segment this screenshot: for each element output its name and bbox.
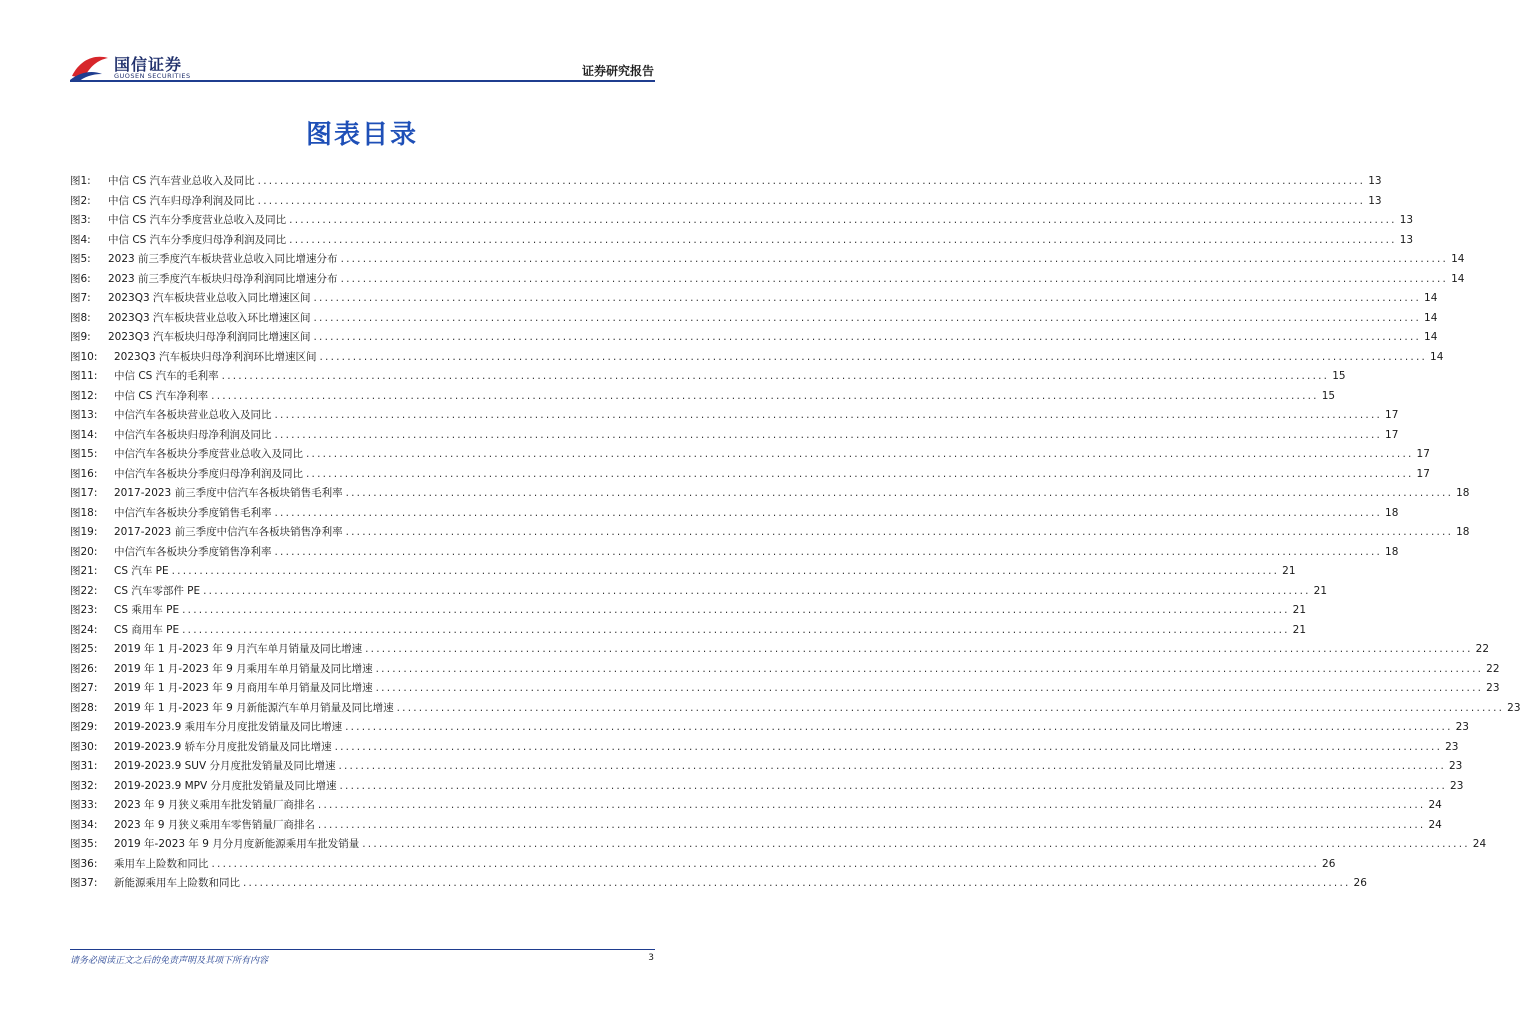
toc-entry-label: 图12: (70, 389, 98, 402)
toc-entry-title: 2023Q3 汽车板块归母净利润同比增速区间 (108, 331, 311, 343)
toc-dot-leader: ........................................................................................................................................................................................................ (396, 701, 1505, 714)
footer-disclaimer: 请务必阅读正文之后的免责声明及其项下所有内容 (70, 956, 269, 966)
toc-entry-title: 2019-2023.9 乘用车分月度批发销量及同比增速 (114, 721, 343, 733)
toc-dot-leader: ........................................................................................................................................................................................................ (257, 194, 1366, 207)
toc-entry-page: 17 (1416, 448, 1430, 460)
toc-entry-title: CS 汽车零部件 PE (114, 584, 201, 597)
toc-entry[interactable] (70, 738, 1459, 758)
toc-dot-leader: ........................................................................................................................................................................................................ (274, 409, 1383, 421)
toc-entry-label: 图21: (70, 565, 98, 577)
footer-page-number: 3 (648, 953, 654, 963)
toc-entry[interactable] (70, 718, 1469, 738)
toc-entry[interactable] (70, 582, 1328, 602)
toc-dot-leader: ........................................................................................................................................................................................................ (306, 467, 1414, 480)
toc-entry[interactable] (70, 660, 1500, 680)
toc-dot-leader: ........................................................................................................................................................................................................ (313, 292, 1422, 304)
toc-dot-leader: ........................................................................................................................................................................................................ (182, 623, 1290, 636)
toc-dot-leader: ........................................................................................................................................................................................................ (289, 214, 1397, 226)
toc-entry-label: 图18: (70, 506, 98, 519)
toc-dot-leader: ........................................................................................................................................................................................................ (243, 877, 1351, 889)
toc-entry[interactable] (70, 835, 1487, 855)
logo-english-name: GUOSEN SECURITIES (114, 72, 191, 80)
toc-entry-label: 图24: (70, 623, 98, 636)
toc-entry[interactable] (70, 601, 1307, 621)
toc-dot-leader: ........................................................................................................................................................................................................ (182, 604, 1290, 616)
toc-entry-label: 图7: (70, 292, 91, 304)
toc-entry-page: 15 (1332, 370, 1346, 382)
toc-entry-page: 22 (1475, 643, 1490, 655)
toc-entry-title: 中信 CS 汽车营业总收入及同比 (108, 175, 255, 187)
toc-dot-leader: ........................................................................................................................................................................................................ (289, 233, 1397, 246)
toc-entry-label: 图31: (70, 760, 98, 772)
toc-entry-page: 26 (1322, 857, 1336, 870)
toc-entry[interactable] (70, 211, 1414, 231)
toc-entry[interactable] (70, 192, 1382, 212)
toc-entry[interactable] (70, 426, 1399, 446)
toc-entry-label: 图6: (70, 272, 91, 285)
toc-entry-page: 21 (1292, 604, 1307, 616)
toc-title: 图表目录 (305, 120, 418, 150)
toc-entry-title: 新能源乘用车上险数和同比 (114, 877, 240, 889)
toc-entry-page: 14 (1424, 292, 1438, 304)
toc-entry-title: 中信 CS 汽车归母净利润及同比 (108, 194, 255, 207)
toc-dot-leader: ........................................................................................................................................................................................................ (317, 818, 1426, 831)
toc-entry-title: 乘用车上险数和同比 (114, 857, 209, 870)
toc-entry-title: 2017-2023 前三季度中信汽车各板块销售净利率 (114, 526, 343, 538)
toc-entry-label: 图34: (70, 818, 98, 831)
toc-entry-title: CS 商用车 PE (114, 623, 180, 636)
toc-entry-title: 2023Q3 汽车板块营业总收入环比增速区间 (108, 311, 311, 324)
toc-entry[interactable] (70, 523, 1470, 543)
toc-entry-title: 2019 年 1 月-2023 年 9 月商用车单月销量及同比增速 (114, 682, 373, 694)
toc-dot-leader: ........................................................................................................................................................................................................ (211, 857, 1320, 870)
toc-entry-title: 中信汽车各板块归母净利润及同比 (114, 428, 272, 441)
toc-entry[interactable] (70, 640, 1490, 660)
toc-entry-title: 2023 年 9 月狭义乘用车批发销量厂商排名 (114, 799, 315, 811)
toc-entry-title: 中信 CS 汽车净利率 (114, 389, 209, 402)
toc-dot-leader: ........................................................................................................................................................................................................ (334, 740, 1443, 753)
toc-entry[interactable] (70, 543, 1399, 563)
page-header (0, 0, 724, 90)
toc-dot-leader: ........................................................................................................................................................................................................ (345, 526, 1454, 538)
logo-chinese-name: 国信证券 (114, 55, 183, 74)
toc-entry-label: 图17: (70, 487, 98, 499)
toc-entry-label: 图3: (70, 214, 91, 226)
toc-entry-page: 18 (1456, 487, 1470, 499)
toc-dot-leader: ........................................................................................................................................................................................................ (171, 565, 1280, 577)
toc-entry-label: 图35: (70, 838, 98, 850)
toc-dot-leader: ........................................................................................................................................................................................................ (345, 721, 1453, 733)
toc-entry-page: 14 (1424, 331, 1438, 343)
toc-entry-label: 图26: (70, 662, 98, 675)
toc-dot-leader: ........................................................................................................................................................................................................ (317, 799, 1426, 811)
toc-entry-page: 13 (1399, 233, 1414, 246)
toc-dot-leader: ........................................................................................................................................................................................................ (313, 311, 1422, 324)
toc-entry-title: 中信汽车各板块分季度销售毛利率 (114, 506, 272, 519)
toc-dot-leader: ........................................................................................................................................................................................................ (375, 682, 1484, 694)
toc-entry-label: 图4: (70, 233, 91, 246)
toc-dot-leader: ........................................................................................................................................................................................................ (274, 506, 1383, 519)
toc-entry-page: 26 (1353, 877, 1367, 889)
toc-entry-title: 中信汽车各板块分季度归母净利润及同比 (114, 467, 303, 480)
toc-entry-label: 图15: (70, 448, 98, 460)
toc-entry-label: 图1: (70, 175, 91, 187)
toc-entry-label: 图28: (70, 701, 98, 714)
toc-entry[interactable] (70, 757, 1463, 777)
toc-entry-page: 13 (1399, 214, 1414, 226)
toc-dot-leader: ........................................................................................................................................................................................................ (375, 662, 1484, 675)
toc-dot-leader: ........................................................................................................................................................................................................ (345, 487, 1454, 499)
toc-entry-label: 图14: (70, 428, 98, 441)
toc-entry-label: 图25: (70, 643, 98, 655)
toc-dot-leader: ........................................................................................................................................................................................................ (340, 272, 1449, 285)
toc-entry[interactable] (70, 367, 1346, 387)
toc-entry[interactable] (70, 777, 1464, 797)
toc-entry[interactable] (70, 250, 1465, 270)
toc-dot-leader: ........................................................................................................................................................................................................ (362, 838, 1470, 850)
toc-dot-leader: ........................................................................................................................................................................................................ (313, 331, 1422, 343)
toc-entry[interactable] (70, 387, 1336, 407)
toc-entry-label: 图19: (70, 526, 98, 538)
toc-entry-page: 24 (1428, 818, 1442, 831)
toc-entry-title: 2019-2023.9 SUV 分月度批发销量及同比增速 (114, 760, 336, 772)
toc-entry-page: 23 (1486, 682, 1500, 694)
toc-entry[interactable] (70, 406, 1399, 426)
toc-entry-title: CS 汽车 PE (114, 565, 169, 577)
toc-entry-page: 21 (1282, 565, 1296, 577)
toc-dot-leader: ........................................................................................................................................................................................................ (274, 545, 1383, 558)
toc-entry-label: 图10: (70, 350, 98, 363)
toc-entry-label: 图8: (70, 311, 91, 324)
footer-divider (70, 949, 655, 950)
toc-entry-page: 17 (1385, 428, 1399, 441)
toc-entry-page: 21 (1313, 584, 1328, 597)
toc-entry-label: 图11: (70, 370, 98, 382)
toc-entry-page: 14 (1451, 272, 1465, 285)
toc-dot-leader: ........................................................................................................................................................................................................ (306, 448, 1414, 460)
toc-entry-page: 14 (1451, 253, 1465, 265)
header-divider (70, 80, 655, 82)
toc-entry-label: 图9: (70, 331, 91, 343)
toc-entry-title: 中信 CS 汽车的毛利率 (114, 370, 219, 382)
toc-dot-leader: ........................................................................................................................................................................................................ (203, 584, 1311, 597)
guosen-logo (70, 50, 220, 84)
toc-entry-title: 中信汽车各板块营业总收入及同比 (114, 409, 272, 421)
toc-entry-title: 2023Q3 汽车板块营业总收入同比增速区间 (108, 292, 311, 304)
toc-dot-leader: ........................................................................................................................................................................................................ (365, 643, 1473, 655)
toc-entry[interactable] (70, 348, 1444, 368)
toc-entry-page: 17 (1416, 467, 1430, 480)
toc-entry-page: 23 (1449, 760, 1463, 772)
toc-entry[interactable] (70, 270, 1465, 290)
toc-entry-label: 图22: (70, 584, 98, 597)
toc-entry-page: 13 (1368, 194, 1382, 207)
toc-entry-label: 图20: (70, 545, 98, 558)
toc-entry[interactable] (70, 484, 1470, 504)
toc-entry-label: 图30: (70, 740, 98, 753)
toc-dot-leader: ........................................................................................................................................................................................................ (319, 350, 1428, 363)
toc-dot-leader: ........................................................................................................................................................................................................ (221, 370, 1330, 382)
toc-entry[interactable] (70, 621, 1307, 641)
toc-entry-label: 图16: (70, 467, 98, 480)
toc-entry-page: 21 (1292, 623, 1307, 636)
toc-entry-label: 图5: (70, 253, 91, 265)
toc-entry[interactable] (70, 172, 1382, 192)
toc-entry-page: 18 (1456, 526, 1470, 538)
toc-entry-title: 中信 CS 汽车分季度营业总收入及同比 (108, 214, 287, 226)
toc-dot-leader: ........................................................................................................................................................................................................ (340, 253, 1449, 265)
toc-dot-leader: ........................................................................................................................................................................................................ (274, 428, 1383, 441)
toc-entry[interactable] (70, 504, 1399, 524)
toc-entry-title: 2023 前三季度汽车板块营业总收入同比增速分布 (108, 253, 338, 265)
toc-entry-title: 2019 年-2023 年 9 月分月度新能源乘用车批发销量 (114, 838, 360, 850)
toc-entry-title: 2023 前三季度汽车板块归母净利润同比增速分布 (108, 272, 338, 285)
toc-entry-title: 2019 年 1 月-2023 年 9 月乘用车单月销量及同比增速 (114, 662, 373, 675)
toc-entry[interactable] (70, 465, 1430, 485)
toc-entry-title: 2019-2023.9 MPV 分月度批发销量及同比增速 (114, 779, 337, 792)
guosen-logo-icon (70, 52, 110, 82)
toc-entry-label: 图2: (70, 194, 91, 207)
toc-entry-page: 18 (1385, 506, 1399, 519)
toc-entry[interactable] (70, 816, 1442, 836)
toc-entry-page: 18 (1385, 545, 1399, 558)
toc-entry-page: 24 (1428, 799, 1442, 811)
toc-entry-label: 图29: (70, 721, 98, 733)
toc-entry[interactable] (70, 231, 1414, 251)
toc-entry-page: 23 (1455, 721, 1469, 733)
toc-entry[interactable] (70, 796, 1442, 816)
toc-entry[interactable] (70, 328, 1438, 348)
toc-entry-page: 17 (1385, 409, 1399, 421)
toc-entry[interactable] (70, 562, 1296, 582)
toc-entry-page: 14 (1430, 350, 1444, 363)
toc-entry-label: 图23: (70, 604, 98, 616)
toc-entry-label: 图13: (70, 409, 98, 421)
toc-entry-page: 14 (1424, 311, 1438, 324)
toc-entry-page: 22 (1486, 662, 1500, 675)
toc-entry-title: 2019-2023.9 轿车分月度批发销量及同比增速 (114, 740, 332, 753)
toc-entry-label: 图33: (70, 799, 98, 811)
toc-entry-page: 24 (1472, 838, 1487, 850)
toc-entry[interactable] (70, 679, 1500, 699)
toc-entry-page: 13 (1368, 175, 1382, 187)
toc-entry-label: 图37: (70, 877, 98, 889)
toc-entry-page: 23 (1450, 779, 1464, 792)
toc-entry-title: 中信汽车各板块分季度销售净利率 (114, 545, 272, 558)
toc-dot-leader: ........................................................................................................................................................................................................ (339, 779, 1448, 792)
toc-entry-page: 15 (1321, 389, 1336, 402)
toc-dot-leader: ........................................................................................................................................................................................................ (257, 175, 1366, 187)
toc-entry[interactable] (70, 289, 1438, 309)
toc-entry-title: 中信汽车各板块分季度营业总收入及同比 (114, 448, 303, 460)
toc-entry[interactable] (70, 445, 1430, 465)
toc-dot-leader: ........................................................................................................................................................................................................ (211, 389, 1319, 402)
toc-entry-title: 中信 CS 汽车分季度归母净利润及同比 (108, 233, 287, 246)
toc-list (70, 172, 1521, 894)
toc-entry-label: 图27: (70, 682, 98, 694)
toc-entry-title: 2023 年 9 月狭义乘用车零售销量厂商排名 (114, 818, 315, 831)
toc-dot-leader: ........................................................................................................................................................................................................ (338, 760, 1446, 772)
toc-entry-label: 图32: (70, 779, 98, 792)
toc-entry[interactable] (70, 855, 1336, 875)
toc-entry[interactable] (70, 874, 1367, 894)
toc-entry-title: 2019 年 1 月-2023 年 9 月汽车单月销量及同比增速 (114, 643, 363, 655)
toc-entry[interactable] (70, 699, 1521, 719)
toc-entry-label: 图36: (70, 857, 98, 870)
toc-entry-title: CS 乘用车 PE (114, 604, 180, 616)
toc-entry-page: 23 (1507, 701, 1521, 714)
toc-entry-title: 2017-2023 前三季度中信汽车各板块销售毛利率 (114, 487, 343, 499)
toc-entry-title: 2019 年 1 月-2023 年 9 月新能源汽车单月销量及同比增速 (114, 701, 394, 714)
report-type-label: 证券研究报告 (581, 64, 654, 78)
toc-entry-title: 2023Q3 汽车板块归母净利润环比增速区间 (114, 350, 317, 363)
toc-entry-page: 23 (1445, 740, 1459, 753)
toc-entry[interactable] (70, 309, 1438, 329)
